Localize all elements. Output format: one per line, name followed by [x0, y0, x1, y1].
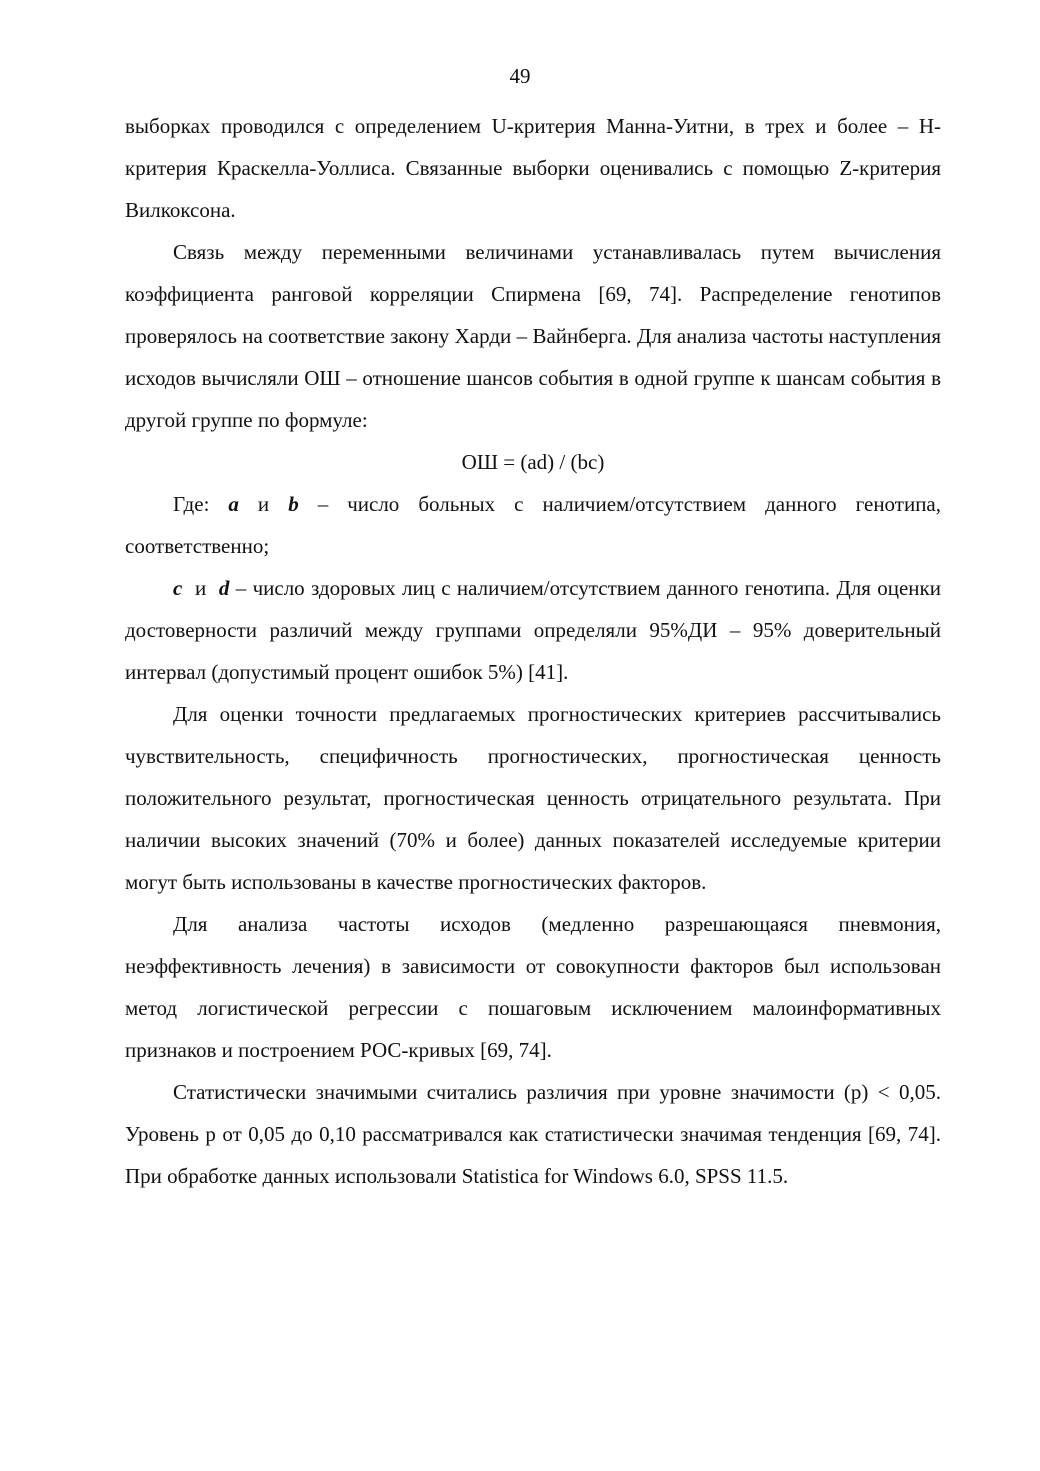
- document-body: [125, 105, 941, 1197]
- paragraph-2: Связь между переменными величинами устанавливалась путем вычисления коэффициента ранговой корреляции Спирмена [69, 74]. Распределение генотипов проверялось на соответствие закону Харди – Вайнберга. Для анализа частоты наступления исходов вычисляли ОШ – отношение шансов события в одной группе к шансам события в другой группе по формуле:: [125, 240, 941, 432]
- formula: ОШ = (ad) / (bc): [461, 450, 605, 474]
- variable-a: a: [228, 492, 239, 516]
- variable-d: d: [218, 576, 230, 600]
- paragraph-4-text: – число здоровых лиц с наличием/отсутствием данного генотипа. Для оценки достоверности различий между группами определяли 95%ДИ – 95% доверительный интервал (допустимый процент ошибок 5%) [41].: [125, 576, 941, 684]
- paragraph-4: [125, 567, 941, 693]
- variable-c: c: [173, 576, 183, 600]
- paragraph-5: Для оценки точности предлагаемых прогностических критериев рассчитывались чувствительность, специфичность прогностических, прогностическая ценность положительного результат, прогностическая ценность отрицательного результата. При наличии высоких значений (70% и более) данных показателей исследуемые критерии могут быть использованы в качестве прогностических факторов.: [125, 702, 941, 894]
- paragraph-3-prefix: Где:: [173, 492, 229, 516]
- paragraph-3-text: – число больных с наличием/отсутствием данного генотипа, соответственно;: [125, 492, 942, 558]
- paragraph-3: [125, 483, 941, 567]
- page-number: 49: [509, 64, 531, 88]
- conjunction-and: и: [238, 492, 289, 516]
- paragraph-7: Статистически значимыми считались различия при уровне значимости (р) < 0,05. Уровень р от 0,05 до 0,10 рассматривался как статистически значимая тенденция [69, 74]. При обработке данных использовали Statistica for Windows 6.0, SPSS 11.5.: [125, 1080, 941, 1188]
- paragraph-1: выборках проводился с определением U-критерия Манна-Уитни, в трех и более – H- критерия Краскелла-Уоллиса. Связанные выборки оценивались с помощью Z-критерия Вилкоксона.: [125, 114, 941, 222]
- variable-b: b: [288, 492, 299, 516]
- conjunction-and: и: [182, 576, 219, 600]
- paragraph-6: Для анализа частоты исходов (медленно разрешающаяся пневмония, неэффективность лечения) в зависимости от совокупности факторов был использован метод логистической регрессии с пошаговым исключением малоинформативных признаков и построением РОС-кривых [69, 74].: [125, 912, 941, 1062]
